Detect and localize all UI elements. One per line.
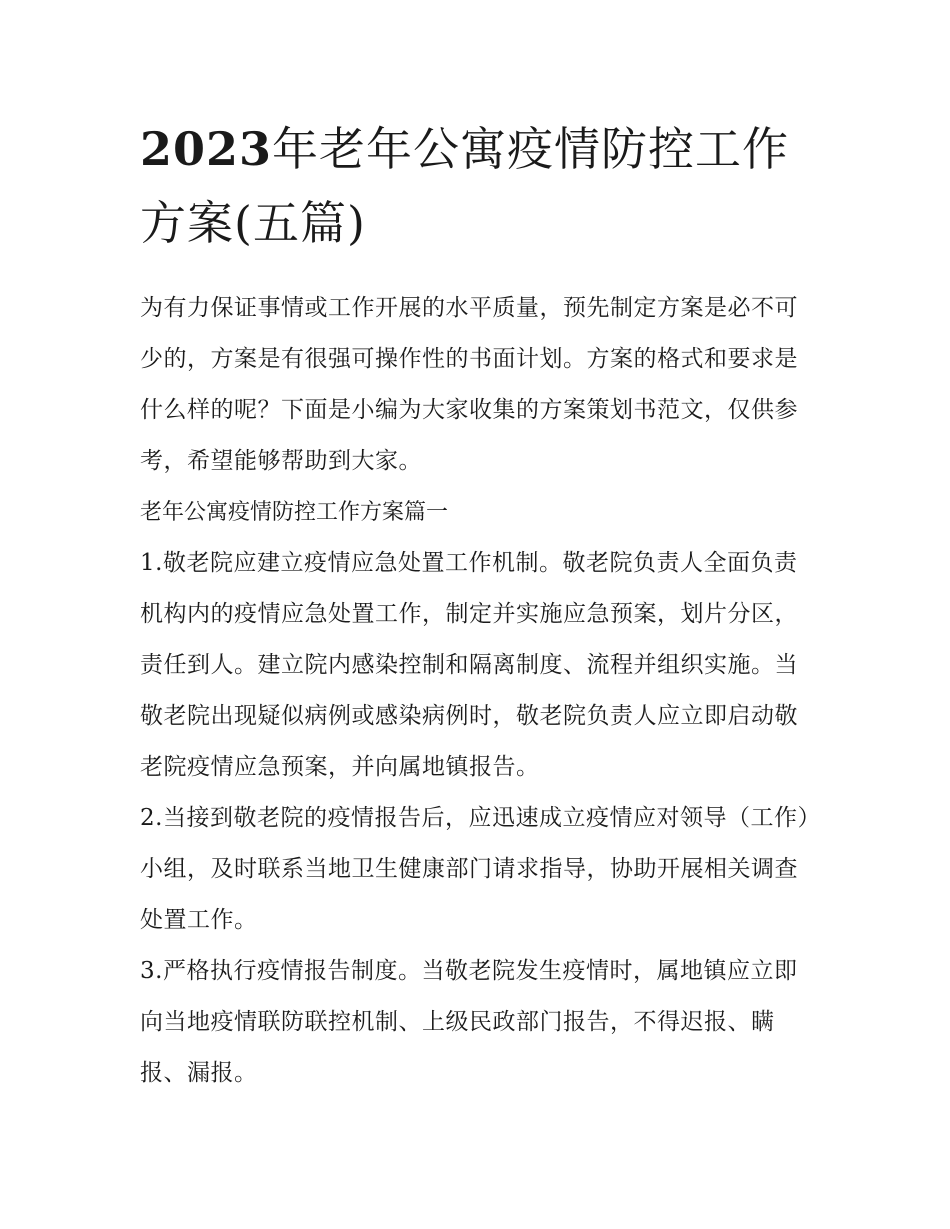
document-page <box>140 112 820 1099</box>
title-text: 年老年公寓疫情防控工作方案(五篇) <box>140 122 790 250</box>
list-item: 2.当接到敬老院的疫情报告后，应迅速成立疫情应对领导（工作）小组，及时联系当地卫生健康部门请求指导，协助开展相关调查处置工作。 <box>140 805 810 933</box>
document-title <box>140 112 820 260</box>
intro-paragraph: 为有力保证事情或工作开展的水平质量，预先制定方案是必不可少的，方案是有很强可操作性的书面计划。方案的格式和要求是什么样的呢？下面是小编为大家收集的方案策划书范文，仅供参考，希望能够帮助到大家。 <box>140 295 798 474</box>
section-heading: 老年公寓疫情防控工作方案篇一 <box>140 500 449 525</box>
title-year: 2023 <box>140 122 273 176</box>
list-item: 3.严格执行疫情报告制度。当敬老院发生疫情时，属地镇应立即向当地疫情联防联控机制、上级民政部门报告，不得迟报、瞒报、漏报。 <box>140 958 798 1086</box>
list-item: 1.敬老院应建立疫情应急处置工作机制。敬老院负责人全面负责机构内的疫情应急处置工作，制定并实施应急预案，划片分区，责任到人。建立院内感染控制和隔离制度、流程并组织实施。当敬老院出现疑似病例或感染病例时，敬老院负责人应立即启动敬老院疫情应急预案，并向属地镇报告。 <box>140 550 798 780</box>
